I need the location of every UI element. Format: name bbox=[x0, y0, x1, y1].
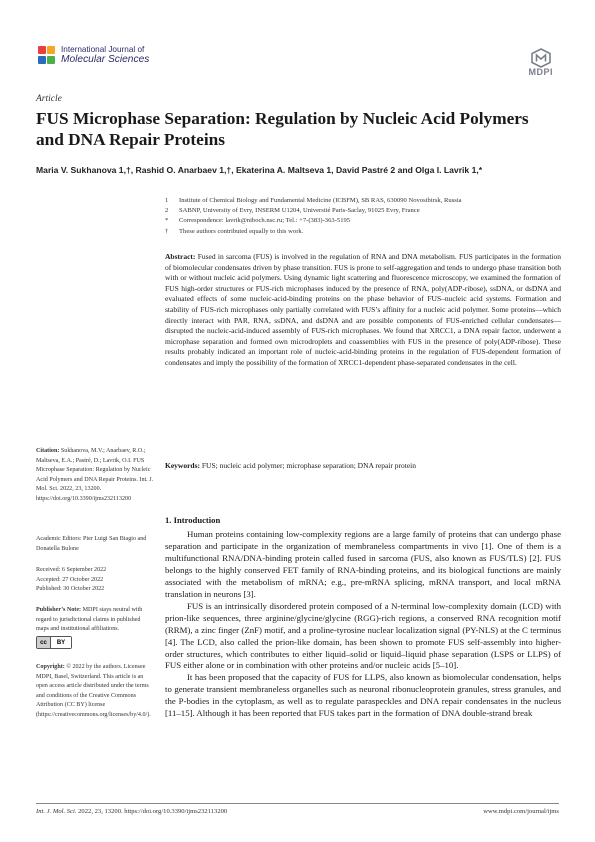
copyright-notice: Copyright: © 2022 by the authors. Licensee MDPI, Basel, Switzerland. This article is an open access article distributed under the terms and conditions of the Creative Commons Attribution (CC BY) license (https://creativecommons.org/licenses/by/4.0/). bbox=[36, 664, 151, 718]
by-icon: BY bbox=[51, 637, 71, 648]
affiliations bbox=[165, 196, 565, 237]
citation-box bbox=[36, 447, 154, 504]
article-title: FUS Microphase Separation: Regulation by Nucleic Acid Polymers and DNA Repair Proteins bbox=[36, 109, 529, 149]
citation-label: Citation: bbox=[36, 448, 60, 454]
footer-website[interactable]: www.mdpi.com/journal/ijms bbox=[483, 808, 559, 815]
publisher-note: Publisher’s Note: MDPI stays neutral with regard to jurisdictional claims in published maps and institutional affiliations. bbox=[36, 607, 143, 632]
accepted-date: Accepted: 27 October 2022 bbox=[36, 576, 104, 583]
article-type: Article bbox=[36, 94, 62, 104]
cc-by-license-badge[interactable] bbox=[36, 636, 72, 649]
section-heading-introduction: 1. Introduction bbox=[165, 515, 221, 525]
mdpi-hexagon-icon bbox=[530, 48, 552, 68]
journal-logo-icon bbox=[36, 44, 58, 68]
equal-contribution-note: † These authors contributed equally to this work. bbox=[165, 227, 304, 235]
publisher-logo bbox=[529, 48, 554, 77]
academic-editors: Academic Editors: Pier Luigi San Biagio and Donatella Bulone bbox=[36, 536, 147, 552]
publication-dates bbox=[36, 566, 154, 595]
page-footer bbox=[36, 803, 559, 815]
cc-icon: cc bbox=[37, 637, 51, 648]
journal-name-line1: International Journal of bbox=[61, 45, 145, 55]
author-list: Maria V. Sukhanova 1,†, Rashid O. Anarbaev 1,†, Ekaterina A. Maltseva 1, David Pastré 2 and Olga I. Lavrik 1,* bbox=[36, 165, 483, 175]
body-paragraph: Human proteins containing low-complexity regions are a large family of proteins that can undergo phase separation and participate in the organization of membraneless compartments in vivo [1]. One of them is a multifunctional RNA/DNA-binding protein called fused in sarcoma (FUS, also known as FUS/TLS) [2]. FUS belongs to the highly conserved FET family of RNA-binding proteins, and its biological functions are mainly associated with the metabolism of mRNA; e.g., pre-mRNA splicing, mRNA transport, and local mRNA translation in neurons [3]. bbox=[165, 529, 561, 599]
abstract bbox=[165, 252, 561, 369]
abstract-text: Fused in sarcoma (FUS) is involved in the regulation of RNA and DNA metabolism. FUS participates in the formation of biomolecular condensates driven by phase transition. FUS is prone to self-aggregation and tends to undergo phase transition both with or without nucleic acid polymers. Using dynamic light scattering and fluorescence microscopy, we examined the formation of FUS high-order structures or FUS-rich microphases induced by the presence of RNA, poly(ADP-ribose), ssDNA, or dsDNA and evaluated effects of some nucleic-acid-binding proteins on the phase behavior of FUS–nucleic acid systems. Formation and stability of FUS-rich microphases only partially correlated with FUS’s affinity for a nucleic acid polymer. Some proteins—which directly interact with PAR, RNA, ssDNA, and dsDNA and are possible components of FUS-enriched cellular condensates—disrupted the nucleic-acid-induced assembly of FUS-rich microphases. We found that XRCC1, a DNA repair factor, underwent a microphase separation and formed own microdroplets and coassemblies with FUS in the presence of poly(ADP-ribose). These results probably indicated an important role of nucleic-acid-binding proteins in the regulation of FUS-dependent formation of condensates and imply the possibility of the formation of XRCC1-dependent phase-separated condensates in the cell. bbox=[165, 252, 561, 367]
publisher-name: MDPI bbox=[528, 67, 553, 77]
keywords-text: FUS; nucleic acid polymer; microphase separation; DNA repair protein bbox=[201, 461, 416, 470]
journal-logo bbox=[36, 44, 149, 68]
affiliation-item: 1 Institute of Chemical Biology and Fundamental Medicine (ICBFM), SB RAS, 630090 Novosibirsk, Russia bbox=[165, 197, 462, 204]
body-paragraph: It has been proposed that the capacity of FUS for LLPS, also known as biomolecular condensation, helps to generate transient membraneless organelles such as neuronal ribonucleoprotein granules, stress granules, and the P-bodies in the cytoplasm, as well as to regulate paraspeckles and DNA repair condensates in the nucleus [11–15]. Although it has been reported that FUS takes part in the formation of DNA double-strand break bbox=[165, 672, 561, 719]
received-date: Received: 6 September 2022 bbox=[36, 567, 107, 573]
journal-name-line2: Molecular Sciences bbox=[61, 53, 150, 65]
citation-text: Sukhanova, M.V.; Anarbaev, R.O.; Maltseva, E.A.; Pastré, D.; Lavrik, O.I. FUS Microphase Separation: Regulation by Nucleic Acid Polymers and DNA Repair Proteins. Int. J. Mol. Sci. 2022, 23, 13200. https://doi.org/10.3390/ijms232113200 bbox=[36, 448, 154, 502]
introduction-body bbox=[165, 529, 561, 720]
published-date: Published: 30 October 2022 bbox=[36, 586, 105, 592]
abstract-label: Abstract: bbox=[165, 252, 196, 261]
correspondence: * Correspondence: lavrik@niboch.nsc.ru; Tel.: +7-(383)-363-5195 bbox=[165, 217, 351, 225]
footer-citation: Int. J. Mol. Sci. 2022, 23, 13200. https://doi.org/10.3390/ijms232113200 bbox=[36, 808, 228, 815]
affiliation-item: 2 SABNP, University of Evry, INSERM U1204, Université Paris-Saclay, 91025 Evry, France bbox=[165, 207, 420, 215]
keywords-label: Keywords: bbox=[165, 461, 200, 470]
body-paragraph: FUS is an intrinsically disordered protein composed of a N-terminal low-complexity domain (LCD) with prion-like sequences, three arginine/glycine/glycine (RGG)-rich regions, a conserved RNA recognition motif (RRM), a zinc finger (ZnF) motif, and a proline-tyrosine nuclear localization signal (PY-NLS) at the C terminus [4]. The LCD, also called the prion-like domain, has been shown to promote FUS self-assembly into higher-order structures, which contributes to either liquid–solid or liquid–liquid phase separation (LSPS or LLPS) of FUS either alone or in combination with other proteins and/or nucleic acids [5–10]. bbox=[165, 600, 561, 671]
keywords bbox=[165, 461, 561, 472]
